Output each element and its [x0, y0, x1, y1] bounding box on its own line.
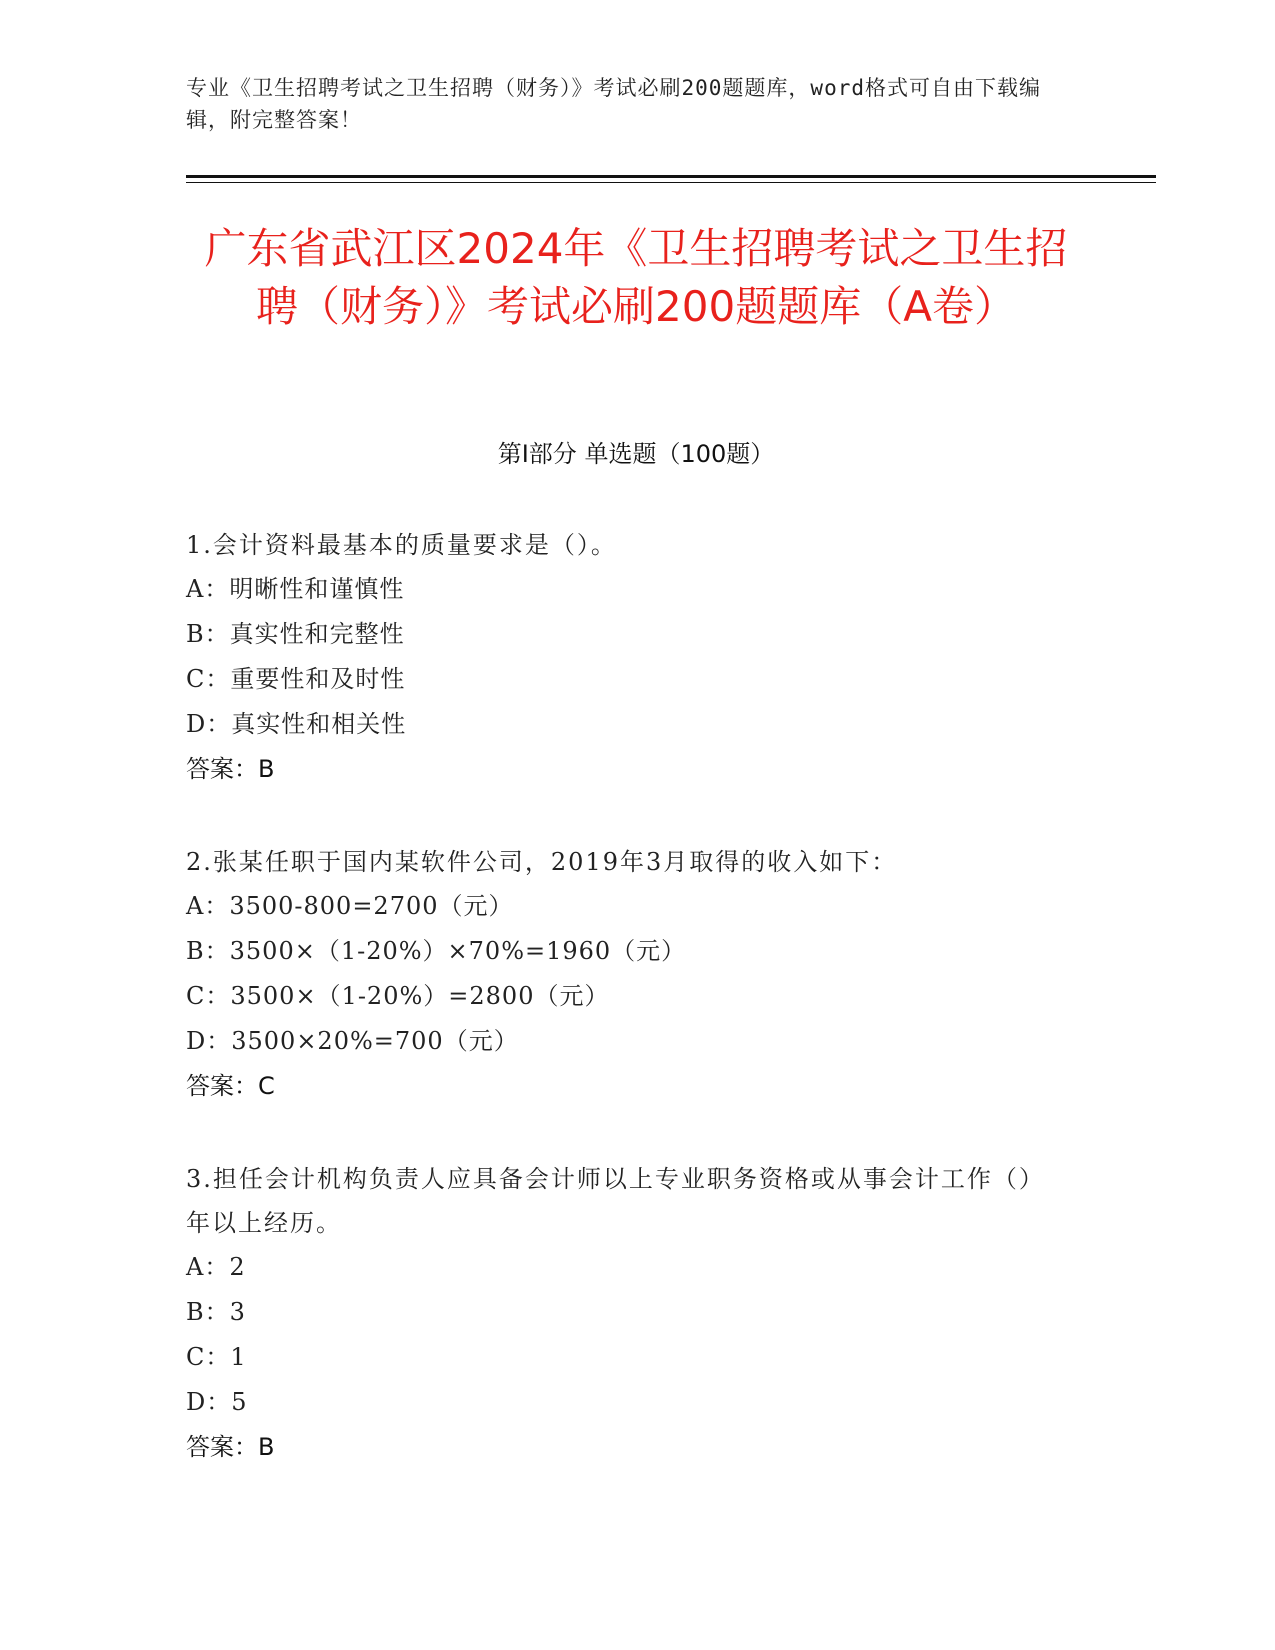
header-rule-thin	[186, 182, 1156, 183]
option-b: B：真实性和完整性	[186, 620, 405, 648]
option-a: A：明晰性和谨慎性	[186, 575, 405, 603]
question-stem: 1.会计资料最基本的质量要求是（）。	[186, 531, 617, 559]
question-1	[186, 523, 1066, 791]
answer: 答案：C	[186, 1072, 275, 1100]
document-title: 广东省武江区2024年《卫生招聘考试之卫生招聘（财务）》考试必刷200题题库（A卷）	[204, 224, 1068, 331]
question-2	[186, 840, 1066, 1108]
header-rule-thick	[186, 175, 1156, 178]
option-a: A：2	[186, 1253, 246, 1281]
question-stem: 3.担任会计机构负责人应具备会计师以上专业职务资格或从事会计工作（）年以上经历。	[186, 1165, 1045, 1237]
option-b: B：3500×（1-20%）×70%=1960（元）	[186, 937, 687, 965]
section-title: 第I部分 单选题（100题）	[497, 440, 775, 468]
option-d: D：3500×20%=700（元）	[186, 1027, 519, 1055]
option-c: C：1	[186, 1343, 247, 1371]
option-a: A：3500-800=2700（元）	[186, 892, 514, 920]
option-b: B：3	[186, 1298, 246, 1326]
option-c: C：重要性和及时性	[186, 665, 406, 693]
question-3	[186, 1157, 1066, 1469]
option-d: D：5	[186, 1388, 248, 1416]
question-stem: 2.张某任职于国内某软件公司，2019年3月取得的收入如下：	[186, 848, 898, 876]
answer: 答案：B	[186, 755, 275, 783]
answer: 答案：B	[186, 1433, 275, 1461]
option-c: C：3500×（1-20%）=2800（元）	[186, 982, 610, 1010]
option-d: D：真实性和相关性	[186, 710, 407, 738]
header-note: 专业《卫生招聘考试之卫生招聘（财务）》考试必刷200题题库，word格式可自由下载编辑，附完整答案！	[186, 76, 1041, 132]
